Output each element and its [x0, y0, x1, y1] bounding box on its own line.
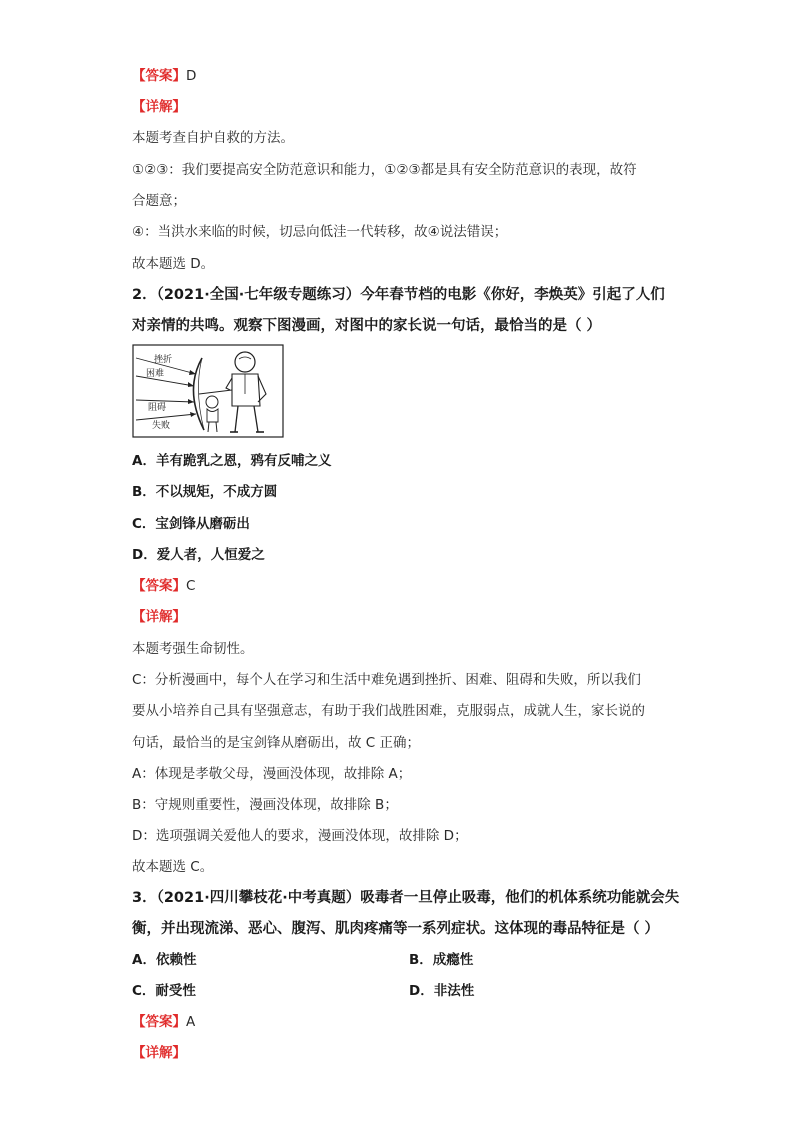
- detail-line-2: [132, 607, 186, 627]
- option-b[interactable]: B．成瘾性: [409, 952, 474, 968]
- detail-text: ①②③：我们要提高安全防范意识和能力，①②③都是具有安全防范意识的表现，故符: [132, 162, 637, 178]
- answer-line-1: [132, 66, 196, 86]
- answer-value: A: [186, 1014, 196, 1030]
- detail-text: A：体现是孝敬父母，漫画没体现，故排除 A；: [132, 766, 412, 782]
- option-d[interactable]: D．非法性: [409, 983, 475, 999]
- detail-text: D：选项强调关爱他人的要求，漫画没体现，故排除 D；: [132, 828, 468, 844]
- option-b[interactable]: B．不以规矩，不成方圆: [132, 484, 278, 500]
- detail-tag: 【详解】: [132, 99, 186, 115]
- parent-umbrella-comic: [132, 344, 284, 438]
- detail-tag: 【详解】: [132, 1045, 186, 1061]
- comic-label: 挫折: [154, 355, 173, 365]
- detail-text: 句话，最恰当的是宝剑锋从磨砺出，故 C 正确；: [132, 735, 421, 751]
- detail-text: B：守规则重要性，漫画没体现，故排除 B；: [132, 797, 398, 813]
- detail-text: 要从小培养自己具有坚强意志，有助于我们战胜困难，克服弱点，成就人生，家长说的: [132, 703, 645, 719]
- option-a[interactable]: A．羊有跪乳之恩，鸦有反哺之义: [132, 453, 332, 469]
- comic-label: 阻碍: [148, 403, 167, 413]
- comic-label: 困难: [146, 369, 165, 379]
- detail-text: 本题考强生命韧性。: [132, 641, 254, 657]
- answer-line-2: [132, 576, 195, 596]
- question-2-stem: 2．（2021·全国·七年级专题练习）今年春节档的电影《你好，李焕英》引起了人们: [132, 287, 665, 303]
- detail-text: 故本题选 C。: [132, 859, 214, 875]
- answer-line-3: [132, 1012, 195, 1032]
- detail-text: 本题考查自护自救的方法。: [132, 130, 294, 146]
- answer-tag: 【答案】: [132, 1014, 186, 1030]
- answer-value: C: [186, 578, 196, 594]
- question-3-stem: 衡，并出现流涕、恶心、腹泻、肌肉疼痛等一系列症状。这体现的毒品特征是（ ）: [132, 921, 660, 937]
- option-c[interactable]: C．宝剑锋从磨砺出: [132, 516, 250, 532]
- detail-text: C：分析漫画中，每个人在学习和生活中难免遇到挫折、困难、阻碍和失败，所以我们: [132, 672, 641, 688]
- answer-value: D: [186, 68, 197, 84]
- option-c[interactable]: C．耐受性: [132, 983, 196, 999]
- detail-tag: 【详解】: [132, 609, 186, 625]
- detail-text: ④：当洪水来临的时候，切忌向低洼一代转移，故④说法错误；: [132, 224, 508, 240]
- detail-line-3: [132, 1043, 186, 1063]
- option-a[interactable]: A．依赖性: [132, 952, 197, 968]
- question-2-stem: 对亲情的共鸣。观察下图漫画，对图中的家长说一句话，最恰当的是（ ）: [132, 318, 602, 334]
- answer-tag: 【答案】: [132, 68, 186, 84]
- detail-text: 故本题选 D。: [132, 256, 215, 272]
- detail-text: 合题意；: [132, 193, 186, 209]
- comic-label: 失败: [152, 421, 171, 431]
- question-3-stem: 3．（2021·四川攀枝花·中考真题）吸毒者一旦停止吸毒，他们的机体系统功能就会失: [132, 890, 680, 906]
- option-d[interactable]: D．爱人者，人恒爱之: [132, 547, 265, 563]
- detail-line-1: [132, 97, 186, 117]
- answer-tag: 【答案】: [132, 578, 186, 594]
